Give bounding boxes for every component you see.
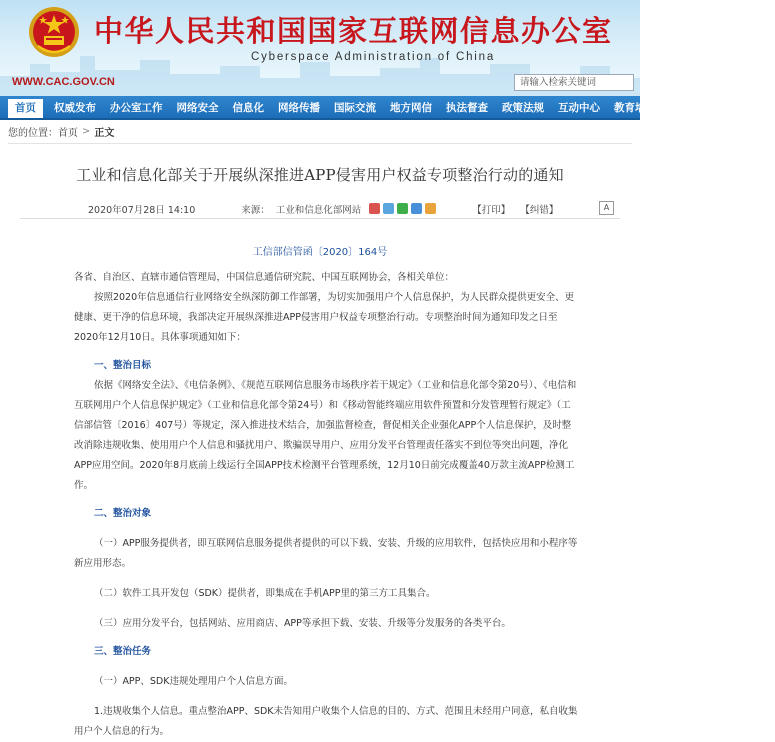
breadcrumb-prefix: 您的位置： xyxy=(8,128,58,139)
publish-date: 2020年07月28日 14:10 xyxy=(88,204,196,216)
correct-link[interactable]: 【纠错】 xyxy=(520,204,559,216)
nav-item-authoritative-release[interactable]: 权威发布 xyxy=(54,102,96,114)
nav-item-business-guidance[interactable]: 业务指导 xyxy=(670,102,712,114)
nav-item-international-exchange[interactable]: 国际交流 xyxy=(334,102,376,114)
nav-item-informatization[interactable]: 信息化 xyxy=(232,102,264,114)
section-heading: 一、整治目标 xyxy=(93,360,151,371)
site-subtitle: Cyberspace Administration of China xyxy=(251,51,496,63)
section-paragraph: （三）应用分发平台，包括网站、应用商店、APP等承担下载、安装、升级等分发服务的各类平台。 xyxy=(93,618,511,629)
intro-paragraph: 按照2020年信息通信行业网络安全纵深防御工作部署，为切实加强用户个人信息保护，为人民群众提供更安全、更健康、更干净的信息环境，我部决定开展纵深推进APP侵害用户权益专项整治行动。专项整治时间为通知印发之日至2020年12月10日。具体事项通知如下： xyxy=(74,292,575,343)
section-paragraph: 依据《网络安全法》、《电信条例》、《规范互联网信息服务市场秩序若干规定》（工业和信息化部令第20号）、《电信和互联网用户个人信息保护规定》（工业和信息化部令第24号）和《移动智能终端应用软件预置和分发管理暂行规定》（工信部信管〔2016〕407号）等规定，深入推进技术结合，加强监督检查，督促相关企业强化APP个人信息保护，及时整改消除违规收集、使用用户个人信息和骚扰用户、欺骗误导用户、应用分发平台管理责任落实不到位等突出问题，净化APP应用空间。2020年8月底前上线运行全国APP技术检测平台管理系统，12月10日前完成覆盖40万款主流APP检测工作。 xyxy=(74,380,577,491)
source-name: 工业和信息化部网站 xyxy=(275,204,362,216)
breadcrumb-current: 正文 xyxy=(94,128,115,139)
source-label: 来源： xyxy=(241,204,270,216)
section-paragraph: 1.违规收集个人信息。重点整治APP、SDK未告知用户收集个人信息的目的、方式、范围且未经用户同意，私自收集用户个人信息的行为。 xyxy=(74,706,578,737)
share-qzone-icon[interactable] xyxy=(383,203,394,214)
print-link[interactable]: 【打印】 xyxy=(472,204,511,216)
share-icons xyxy=(369,203,436,214)
nav-item-policies-regulations[interactable]: 政策法规 xyxy=(502,102,544,114)
site-title: 中华人民共和国国家互联网信息办公室 xyxy=(94,14,613,48)
section-heading: 二、整治对象 xyxy=(93,508,151,519)
main-nav xyxy=(0,96,768,120)
nav-item-education-training[interactable]: 教育培训 xyxy=(614,102,656,114)
nav-item-office-work[interactable]: 办公室工作 xyxy=(110,102,163,114)
site-url[interactable]: WWW.CAC.GOV.CN xyxy=(12,76,115,88)
breadcrumb xyxy=(8,120,632,144)
share-weibo-icon[interactable] xyxy=(369,203,380,214)
nav-item-home[interactable]: 首页 xyxy=(8,99,43,118)
article-body xyxy=(74,268,580,742)
share-more-icon[interactable] xyxy=(425,203,436,214)
site-header xyxy=(0,0,640,96)
document-number: 工信部信管函〔2020〕164号 xyxy=(252,247,388,258)
share-wechat-icon[interactable] xyxy=(397,203,408,214)
national-emblem-icon xyxy=(28,6,80,58)
article xyxy=(0,164,640,742)
nav-item-network-security[interactable]: 网络安全 xyxy=(176,102,219,114)
article-meta xyxy=(20,199,620,219)
font-size-icon[interactable]: A xyxy=(599,201,614,215)
share-qq-icon[interactable] xyxy=(411,203,422,214)
article-title: 工业和信息化部关于开展纵深推进APP侵害用户权益专项整治行动的通知 xyxy=(76,166,564,184)
nav-item-special-topics[interactable]: 工作专题 xyxy=(726,102,768,114)
nav-item-local-cac[interactable]: 地方网信 xyxy=(390,102,432,114)
salutation: 各省、自治区、直辖市通信管理局，中国信息通信研究院、中国互联网协会，各相关单位： xyxy=(74,272,455,283)
section-paragraph: （一）APP、SDK违规处理用户个人信息方面。 xyxy=(93,676,293,687)
section-paragraph: （二）软件工具开发包（SDK）提供者，即集成在手机APP里的第三方工具集合。 xyxy=(93,588,436,599)
nav-item-network-communication[interactable]: 网络传播 xyxy=(278,102,320,114)
section-heading: 三、整治任务 xyxy=(93,646,151,657)
breadcrumb-separator: > xyxy=(82,126,91,137)
section-paragraph: （一）APP服务提供者，即互联网信息服务提供者提供的可以下载、安装、升级的应用软件，包括快应用和小程序等新应用形态。 xyxy=(74,538,578,569)
nav-item-law-enforcement[interactable]: 执法督查 xyxy=(446,102,488,114)
search-input[interactable]: 请输入检索关键词 xyxy=(514,74,634,91)
nav-item-interaction-center[interactable]: 互动中心 xyxy=(558,102,600,114)
breadcrumb-home-link[interactable]: 首页 xyxy=(58,128,78,139)
